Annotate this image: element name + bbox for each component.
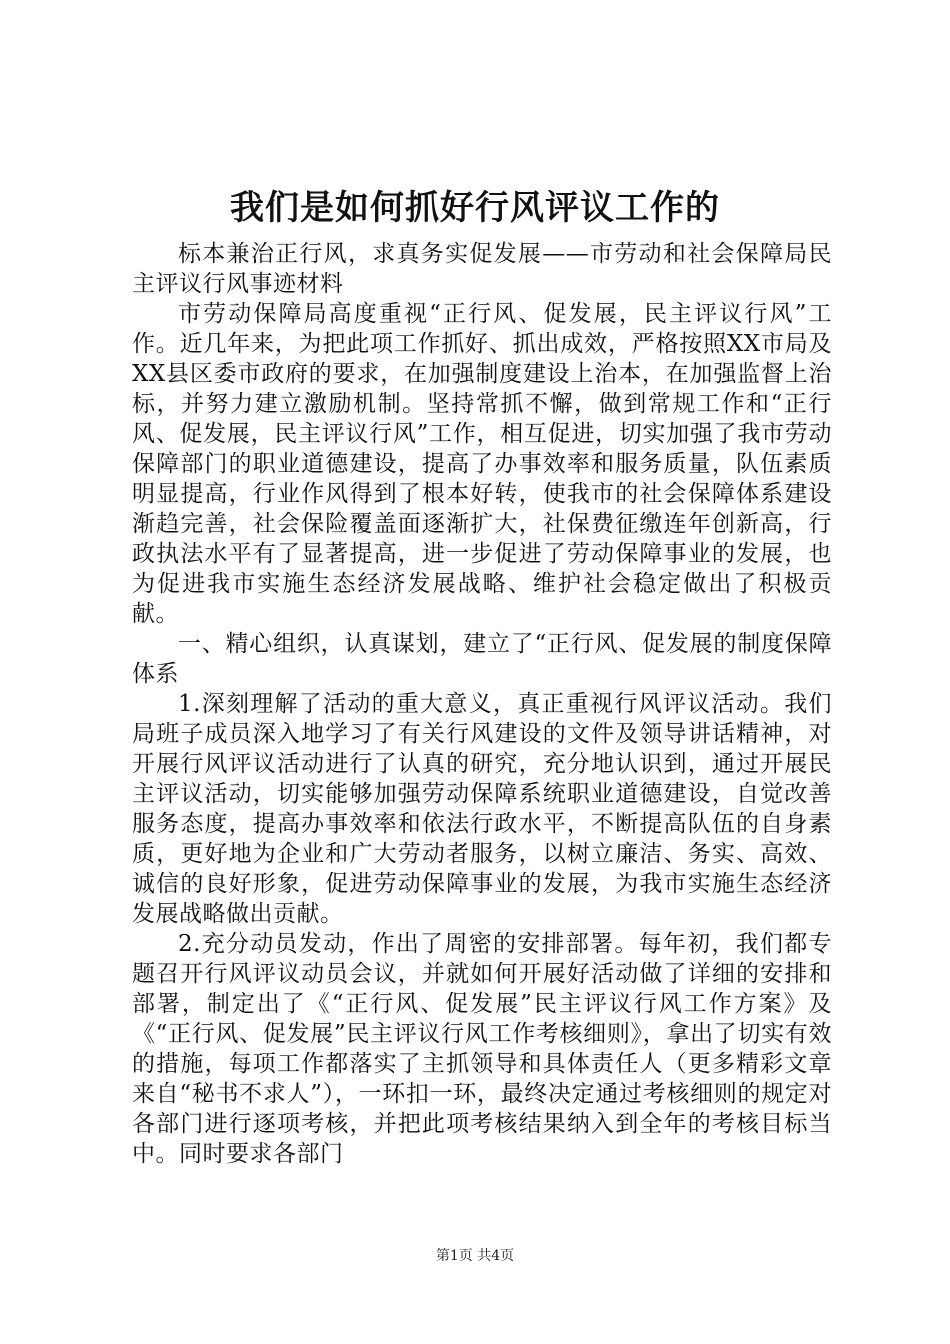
document-title: 我们是如何抓好行风评议工作的 (230, 188, 720, 228)
body-paragraph: 1.深刻理解了活动的重大意义，真正重视行风评议活动。我们局班子成员深入地学习了有关行风建设的文件及领导讲话精神，对开展行风评议活动进行了认真的研究，充分地认识到，通过开展民主评议活动，切实能够加强劳动保障系统职业道德建设，自觉改善服务态度，提高办事效率和依法行政水平，不断提高队伍的自身素质，更好地为企业和广大劳动者服务，以树立廉洁、务实、高效、诚信的良好形象，促进劳动保障事业的发展，为我市实施生态经济发展战略做出贡献。 (132, 691, 832, 927)
body-paragraph: 2.充分动员发动，作出了周密的安排部署。每年初，我们都专题召开行风评议动员会议，并就如何开展好活动做了详细的安排和部署，制定出了《“正行风、促发展”民主评议行风工作方案》及《“正行风、促发展”民主评议行风工作考核细则》，拿出了切实有效的措施，每项工作都落实了主抓领导和具体责任人（更多精彩文章来自“秘书不求人”），一环扣一环，最终决定通过考核细则的规定对各部门进行逐项考核，并把此项考核结果纳入到全年的考核目标当中。同时要求各部门 (132, 931, 832, 1167)
subtitle-paragraph: 标本兼治正行风，求真务实促发展——市劳动和社会保障局民主评议行风事迹材料 (132, 241, 832, 297)
body-paragraph: 市劳动保障局高度重视“正行风、促发展，民主评议行风”工作。近几年来，为把此项工作抓好、抓出成效，严格按照XX市局及XX县区委市政府的要求，在加强制度建设上治本，在加强监督上治标，并努力建立激励机制。坚持常抓不懈，做到常规工作和“正行风、促发展，民主评议行风”工作，相互促进，切实加强了我市劳动保障部门的职业道德建设，提高了办事效率和服务质量，队伍素质明显提高，行业作风得到了根本好转，使我市的社会保障体系建设渐趋完善，社会保险覆盖面逐渐扩大，社保费征缴连年创新高，行政执法水平有了显著提高，进一步促进了劳动保障事业的发展，也为促进我市实施生态经济发展战略、维护社会稳定做出了积极贡献。 (132, 301, 832, 627)
section-heading: 一、精心组织，认真谋划，建立了“正行风、促发展的制度保障体系 (132, 631, 832, 687)
page-footer: 第1页 共4页 (435, 1248, 515, 1264)
document-body (132, 239, 832, 1169)
